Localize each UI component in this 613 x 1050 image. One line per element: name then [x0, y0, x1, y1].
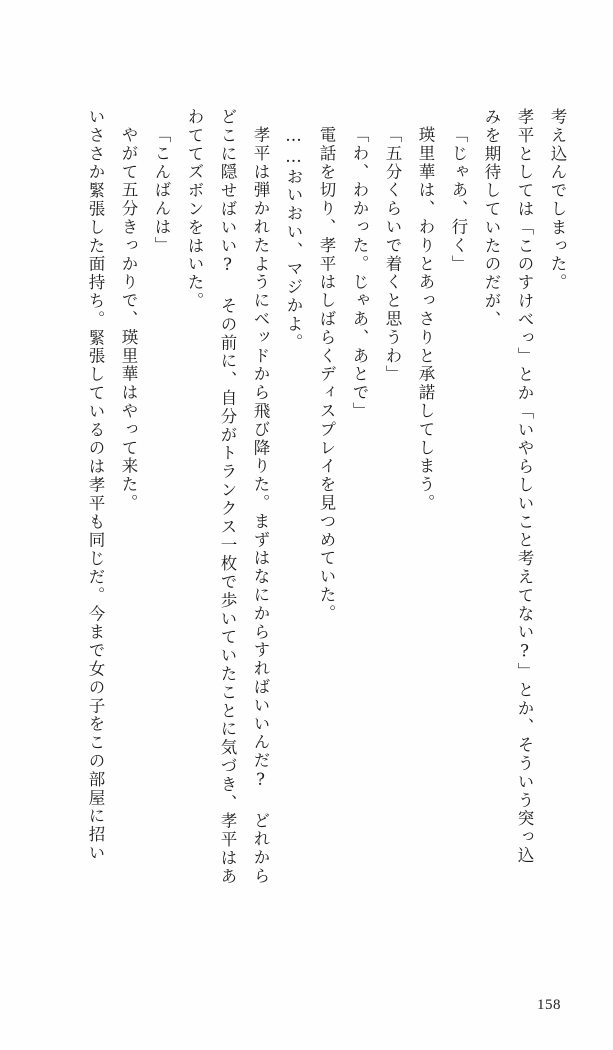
- text-line: 「五分くらいで着くと思うわ」: [383, 126, 402, 384]
- text-line: どこに隠せばいい? その前に、自分がトランクス一枚で歩いていたことに気づき、孝平はあ: [218, 108, 237, 886]
- text-line: 電話を切り、孝平はしばらくディスプレイを見つめていた。: [317, 126, 336, 623]
- text-line: いささか緊張した面持ち。緊張しているのは孝平も同じだ。今まで女の子をこの部屋に招い: [86, 108, 105, 863]
- text-line: わててズボンをはいた。: [185, 108, 204, 311]
- text-line: 「じゃあ、行く」: [449, 126, 468, 274]
- page-number: 158: [537, 997, 561, 1013]
- text-line: 孝平は弾かれたようにベッドから飛び降りた。まずはなにからすればいいんだ? どれから: [251, 126, 270, 886]
- text-line: みを期待していたのだが、: [482, 108, 501, 329]
- text-line: やがて五分きっかりで、瑛里華はやって来た。: [119, 126, 138, 513]
- text-line: 孝平としては「このすけべっ」とか「いやらしいこと考えてない?」とか、そういう突っ込: [515, 108, 534, 865]
- text-line: ……おいおい、マジかよ。: [284, 126, 303, 352]
- text-line: 「こんばんは」: [152, 126, 171, 255]
- text-line: 瑛里華は、わりとあっさりと承諾してしまう。: [416, 126, 435, 513]
- text-line: 考え込んでしまった。: [548, 108, 567, 292]
- vertical-text-block: [60, 108, 565, 938]
- text-line: 「わ、わかった。じゃあ、あとで」: [350, 126, 369, 421]
